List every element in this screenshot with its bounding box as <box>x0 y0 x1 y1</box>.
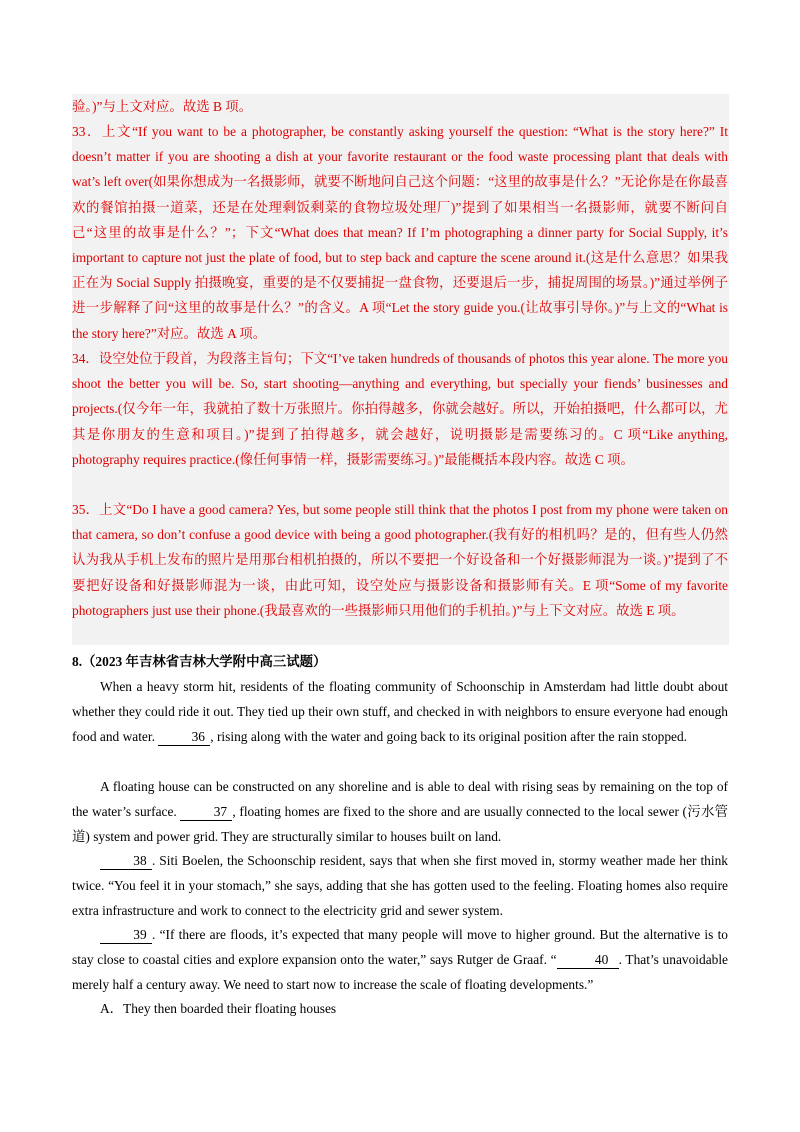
blank-36[interactable]: 36 <box>158 729 210 746</box>
paragraph-text: . Siti Boelen, the Schoonschip resident, says that when she first moved in, stormy weather made her think twice. “You feel it in your stomach,” she says, adding that she has gotten used to the feeling. Floating homes also require extra infrastructure and work to connect to the electricity grid and sewer system. <box>72 853 728 919</box>
answer-34: 34．设空处位于段首，为段落主旨句；下文“I’ve taken hundreds of thousands of photos this year alone. The more you shoot the better you will be. So, start shooting—anything and everything, but specially your fiends’ businesses and projects.(仅今年一年，我就拍了数十万张照片。你拍得越多，你就会越好。所以，开始拍摄吧，什么都可以，尤其是你朋友的生意和项目。)”提到了拍得越多，就会越好，说明摄影是需要练习的。C 项“Like anything, photography requires practice.(像任何事情一样，摄影需要练习。)”最能概括本段内容。故选 C 项。 <box>72 351 728 467</box>
blank-38[interactable]: 38 <box>100 853 152 870</box>
passage-paragraph-2 <box>72 774 728 850</box>
answer-prev-line: 验。)”与上文对应。故选 B 项。 <box>72 99 253 114</box>
paragraph-text: A floating house can be constructed on any shoreline and is able to deal with rising seas by remaining on the top of the water’s surface. <box>72 779 728 820</box>
paragraph-text: , floating homes are fixed to the shore and are usually connected to the local sewer (污水管道) system and power grid. They are structurally similar to houses built on land. <box>72 804 728 845</box>
answer-33: 33．上文“If you want to be a photographer, be constantly asking yourself the question: “What is the story here?” It doesn’t matter if you are shooting a dish at your favorite restaurant or the food waste processing plant that deals with wat’s left over(如果你想成为一名摄影师，就要不断地问自己这个问题：“这里的故事是什么？”无论你是在你最喜欢的餐馆拍摄一道菜，还是在处理剩饭剩菜的食物垃圾处理厂)”提到了如果相当一名摄影师，就要不断问自己“这里的故事是什么？”；下文“What does that mean? If I’m photographing a dinner party for Social Supply, it’s important to capture not just the plate of food, but to step back and capture the scene around it.(这是什么意思？如果我正在为 Social Supply 拍摄晚宴，重要的是不仅要捕捉一盘食物，还要退后一步，捕捉周围的场景。)”通过举例子进一步解释了问“这里的故事是什么？”的含义。A 项“Let the story guide you.(让故事引导你。)”与上文的“What is the story here?”对应。故选 A 项。 <box>72 124 728 341</box>
paragraph-text: , rising along with the water and going back to its original position after the rain stopped. <box>210 729 688 745</box>
question-heading: 8.（2023 年吉林省吉林大学附中高三试题） <box>72 654 327 669</box>
paragraph-text: . That’s unavoidable merely half a century away. We need to start now to increase the scale of floating developments.” <box>72 952 729 993</box>
passage-paragraph-4 <box>72 922 728 998</box>
option-a: A．They then boarded their floating houses <box>100 1001 337 1016</box>
passage-paragraph-3 <box>72 848 728 924</box>
paragraph-text: . “If there are floods, it’s expected that many people will move to higher ground. But the alternative is to stay close to coastal cities and explore expansion onto the water,” says Rutger de Graaf. “ <box>72 927 728 968</box>
blank-40[interactable]: 40 <box>557 952 619 969</box>
answer-35: 35．上文“Do I have a good camera? Yes, but some people still think that the photos I post from my phone were taken on that camera, so don’t confuse a good device with being a good photographer.(我有好的相机吗？是的，但有些人仍然认为我从手机上发布的照片是用那台相机拍摄的，所以不要把一个好设备和一个好摄影师混为一谈。)”提到了不要把好设备和好摄影师混为一谈，由此可知，设空处应与摄影设备和摄影师有关。E 项“Some of my favorite photographers just use their phone.(我最喜欢的一些摄影师只用他们的手机拍。)”与上下文对应。故选 E 项。 <box>72 502 728 618</box>
blank-39[interactable]: 39 <box>100 927 152 944</box>
passage-paragraph-1 <box>72 674 728 750</box>
blank-37[interactable]: 37 <box>180 804 232 821</box>
paragraph-text: When a heavy storm hit, residents of the floating community of Schoonschip in Amsterdam had little doubt about whether they could ride it out. They tied up their own stuff, and checked in with neighbors to ensure everyone had enough food and water. <box>72 679 728 745</box>
